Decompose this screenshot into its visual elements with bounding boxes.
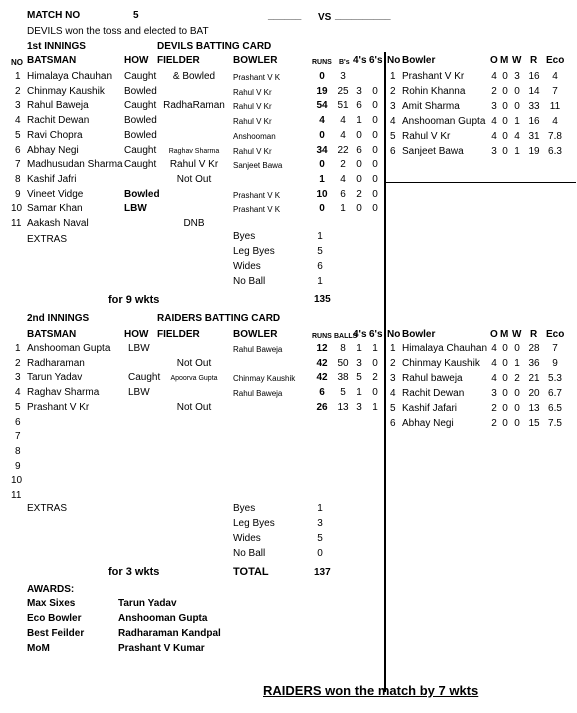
extras-label: No Ball	[233, 548, 266, 559]
sixes: 1	[372, 401, 378, 413]
col-fielder: FIELDER	[157, 55, 200, 66]
sixes: 0	[372, 203, 378, 215]
bcol-m: M	[500, 55, 509, 66]
extras-label: Wides	[233, 533, 261, 544]
maidens: 0	[502, 71, 508, 82]
sixes: 0	[372, 159, 378, 171]
economy: 7	[552, 86, 558, 97]
bowler-name: Sanjeet Bawa	[402, 146, 464, 157]
bowl-no: 6	[390, 418, 396, 429]
inn1-wkts: for 9 wkts	[108, 294, 160, 306]
bowler: Rahul V Kr	[233, 146, 272, 156]
balls: 3	[340, 71, 346, 82]
fours: 1	[356, 343, 362, 354]
batsman-name: Samar Khan	[27, 203, 83, 215]
fielder: Apoorva Gupta	[170, 375, 218, 383]
runs: 26	[316, 401, 328, 413]
economy: 9	[552, 358, 558, 369]
inn2-extras-label: EXTRAS	[27, 503, 68, 514]
batsman-name: Ravi Chopra	[27, 129, 83, 141]
overs: 2	[491, 86, 497, 97]
batsman-name: Kashif Jafri	[27, 173, 77, 185]
fours: 0	[356, 159, 362, 171]
inn2-title: 2nd INNINGS	[27, 313, 90, 324]
fours: 0	[356, 129, 362, 141]
sixes: 0	[372, 188, 378, 200]
runs: 10	[316, 188, 328, 200]
batsman-name: Tarun Yadav	[27, 372, 83, 384]
bowler-name: Rahul V Kr	[402, 131, 451, 142]
bowler-name: Chinmay Kaushik	[402, 358, 480, 369]
economy: 6.7	[548, 388, 562, 399]
extras-value: 6	[317, 261, 323, 272]
inn1-total: 135	[314, 294, 331, 305]
wickets: 1	[514, 146, 520, 157]
maidens: 0	[502, 358, 508, 369]
bowl-no: 5	[390, 131, 396, 142]
how-out: LBW	[128, 387, 150, 399]
bowl-no: 4	[390, 388, 396, 399]
wickets: 0	[514, 403, 520, 414]
overs: 4	[491, 131, 497, 142]
bowler: Rahul Baweja	[233, 345, 283, 354]
runs-conceded: 21	[528, 373, 540, 384]
b2col-no: No	[387, 329, 401, 340]
inn1-card-title: DEVILS BATTING CARD	[157, 41, 272, 52]
runs: 42	[316, 357, 328, 369]
balls: 51	[337, 100, 349, 112]
sixes: 0	[372, 387, 378, 399]
extras-value: 0	[317, 548, 323, 559]
bowling-divider	[386, 182, 576, 183]
maidens: 0	[502, 388, 508, 399]
extras-label: Leg Byes	[233, 518, 275, 529]
b2col-eco: Eco	[546, 329, 565, 340]
batsman-name: Chinmay Kaushik	[27, 85, 105, 97]
overs: 4	[491, 71, 497, 82]
balls: 4	[340, 129, 346, 141]
sixes: 0	[372, 100, 378, 112]
balls: 6	[340, 188, 346, 200]
sixes: 2	[372, 372, 378, 384]
row-no: 8	[15, 173, 21, 185]
award-value: Tarun Yadav	[118, 598, 177, 609]
maidens: 0	[502, 116, 508, 127]
how-out: Caught	[128, 372, 161, 384]
wickets: 2	[514, 373, 520, 384]
how-out: Bowled	[124, 115, 157, 127]
team-blank-left: ______	[268, 10, 302, 21]
extras-value: 3	[317, 518, 323, 529]
wickets: 1	[514, 358, 520, 369]
how-out: LBW	[128, 343, 150, 354]
fours: 0	[356, 203, 362, 215]
col2-fours: 4's	[353, 329, 367, 340]
runs-conceded: 36	[528, 358, 540, 369]
wickets: 0	[514, 86, 520, 97]
row-no: 2	[15, 85, 21, 97]
runs: 1	[319, 173, 325, 185]
bowler: Chinmay Kaushik	[233, 374, 296, 384]
bowler-name: Abhay Negi	[402, 418, 454, 429]
match-no-label: MATCH NO	[27, 10, 81, 21]
row-no: 2	[15, 357, 21, 369]
extras-label: Byes	[233, 231, 256, 242]
b2col-o: O	[490, 329, 498, 340]
team-blank-right: __________	[335, 10, 391, 21]
overs: 2	[491, 403, 497, 414]
economy: 4	[552, 71, 558, 82]
sixes: 0	[372, 85, 378, 97]
match-result: RAIDERS won the match by 7 wkts	[263, 683, 479, 698]
wickets: 3	[514, 71, 520, 82]
bowler: Rahul Baweja	[233, 389, 283, 399]
how-out: Bowled	[124, 85, 157, 97]
sixes: 0	[372, 115, 378, 127]
overs: 4	[491, 116, 497, 127]
fielder: RadhaRaman	[163, 100, 225, 112]
wickets: 0	[514, 388, 520, 399]
award-value: Radharaman Kandpal	[118, 628, 221, 639]
runs: 19	[316, 85, 328, 97]
economy: 6.3	[548, 146, 562, 157]
toss-text: DEVILS won the toss and elected to BAT	[27, 26, 209, 37]
row-no: 10	[11, 203, 23, 215]
extras-label: Wides	[233, 261, 261, 272]
maidens: 0	[502, 131, 508, 142]
balls: 5	[340, 387, 346, 399]
runs: 34	[316, 144, 328, 156]
how-out: Bowled	[124, 188, 160, 200]
inn2-card-title: RAIDERS BATTING CARD	[157, 313, 281, 324]
balls: 38	[337, 372, 349, 384]
economy: 7	[552, 343, 558, 354]
bowl-no: 3	[390, 101, 396, 112]
overs: 3	[491, 101, 497, 112]
runs-conceded: 16	[528, 116, 540, 127]
batsman-name: Anshooman Gupta	[27, 343, 111, 354]
fours: 6	[356, 100, 362, 112]
overs: 4	[491, 373, 497, 384]
row-no: 1	[15, 343, 21, 354]
row-no: 9	[15, 460, 21, 472]
maidens: 0	[502, 146, 508, 157]
bowl-no: 2	[390, 358, 396, 369]
bowler-name: Prashant V Kr	[402, 71, 465, 82]
extras-label: Leg Byes	[233, 246, 275, 257]
bowler: Sanjeet Bawa	[233, 161, 283, 171]
bowler: Prashant V K	[233, 73, 281, 82]
bowl-no: 6	[390, 146, 396, 157]
economy: 7.5	[548, 418, 562, 429]
batsman-name: Abhay Negi	[27, 144, 79, 156]
bowler: Rahul V Kr	[233, 87, 272, 97]
col-runs: RUNS	[312, 59, 332, 66]
fours: 2	[356, 188, 362, 200]
balls: 4	[340, 173, 346, 185]
bowler-name: Amit Sharma	[402, 101, 460, 112]
award-label: Eco Bowler	[27, 613, 82, 624]
economy: 5.3	[548, 373, 562, 384]
bowl-no: 3	[390, 373, 396, 384]
col2-batsman: BATSMAN	[27, 329, 77, 340]
fielder: Raghav Sharma	[168, 147, 220, 155]
fielder: Not Out	[176, 357, 212, 369]
runs-conceded: 31	[528, 131, 540, 142]
runs-conceded: 19	[528, 146, 540, 157]
row-no: 6	[15, 144, 21, 156]
how-out: Caught	[124, 100, 157, 112]
extras-value: 1	[317, 276, 323, 287]
balls: 25	[337, 85, 349, 97]
batsman-name: Himalaya Chauhan	[27, 71, 113, 82]
row-no: 7	[15, 431, 21, 443]
extras-label: Byes	[233, 503, 256, 514]
wickets: 0	[514, 101, 520, 112]
row-no: 11	[11, 490, 22, 501]
runs: 42	[316, 372, 328, 384]
row-no: 4	[15, 115, 21, 127]
col-balls: B's	[339, 59, 350, 66]
extras-value: 1	[317, 503, 323, 514]
batsman-name: Raghav Sharma	[27, 387, 100, 399]
bowler-name: Rahul baweja	[402, 373, 463, 384]
extras-label: No Ball	[233, 276, 266, 287]
awards-title: AWARDS:	[27, 584, 75, 595]
row-no: 3	[15, 100, 21, 112]
bowler: Prashant V K	[233, 205, 281, 215]
runs: 4	[319, 115, 325, 127]
runs-conceded: 28	[528, 343, 540, 354]
row-no: 9	[15, 188, 21, 200]
wickets: 0	[514, 343, 520, 354]
runs: 6	[319, 387, 325, 399]
fours: 3	[356, 357, 362, 369]
runs-conceded: 14	[528, 86, 540, 97]
economy: 7.8	[548, 131, 562, 142]
col-how: HOW	[124, 55, 149, 66]
maidens: 0	[502, 403, 508, 414]
inn1-extras-label: EXTRAS	[27, 234, 68, 245]
b2col-m: M	[500, 329, 509, 340]
bowler: Anshooman	[233, 131, 276, 141]
balls: 8	[340, 343, 346, 354]
bowl-no: 4	[390, 116, 396, 127]
bowler: Prashant V K	[233, 190, 281, 200]
bcol-o: O	[490, 55, 498, 66]
row-no: 1	[15, 71, 21, 82]
runs-conceded: 13	[528, 403, 540, 414]
inn2-total: 137	[314, 567, 331, 578]
fielder: & Bowled	[172, 71, 216, 82]
award-value: Anshooman Gupta	[118, 613, 208, 624]
row-no: 6	[15, 416, 21, 428]
bcol-eco: Eco	[546, 55, 565, 66]
how-out: LBW	[124, 203, 147, 215]
col-fours: 4's	[353, 55, 367, 66]
sixes: 0	[372, 144, 378, 156]
balls: 13	[337, 401, 349, 413]
inn1-title: 1st INNINGS	[27, 41, 86, 52]
how-out: Bowled	[124, 129, 157, 141]
bcol-r: R	[530, 55, 538, 66]
bcol-w: W	[512, 55, 522, 66]
batsman-name: Vineet Vidge	[27, 188, 84, 200]
b2col-bowler: Bowler	[402, 329, 436, 340]
maidens: 0	[502, 418, 508, 429]
runs-conceded: 15	[528, 418, 540, 429]
runs: 0	[319, 71, 325, 82]
column-divider	[384, 52, 386, 692]
batsman-name: Radharaman	[27, 357, 85, 369]
economy: 6.5	[548, 403, 562, 414]
maidens: 0	[502, 373, 508, 384]
fielder: Not Out	[176, 401, 212, 413]
col-bowler: BOWLER	[233, 55, 278, 66]
extras-value: 5	[317, 246, 323, 257]
row-no: 7	[15, 159, 21, 171]
overs: 3	[491, 388, 497, 399]
runs: 0	[319, 159, 325, 171]
sixes: 0	[372, 357, 378, 369]
bowler-name: Himalaya Chauhan	[402, 343, 488, 354]
fours: 6	[356, 144, 362, 156]
balls: 50	[337, 357, 349, 369]
bowler-name: Rachit Dewan	[402, 388, 465, 399]
inn2-total-label: TOTAL	[233, 566, 269, 578]
award-label: Max Sixes	[27, 598, 76, 609]
sixes: 0	[372, 173, 378, 185]
balls: 2	[340, 159, 346, 171]
fours: 0	[356, 173, 362, 185]
overs: 2	[491, 418, 497, 429]
col2-fielder: FIELDER	[157, 329, 200, 340]
bcol-bowler: Bowler	[402, 55, 436, 66]
bowl-no: 1	[390, 343, 396, 354]
row-no: 5	[15, 401, 21, 413]
col-no: NO	[11, 58, 23, 67]
runs-conceded: 33	[528, 101, 540, 112]
b2col-w: W	[512, 329, 522, 340]
bowl-no: 2	[390, 86, 396, 97]
economy: 4	[552, 116, 558, 127]
col2-sixes: 6's	[369, 329, 383, 340]
match-no-value: 5	[133, 10, 139, 21]
runs: 12	[316, 343, 328, 354]
batsman-name: Prashant V Kr	[27, 401, 90, 413]
row-no: 11	[11, 218, 22, 229]
vs-label: VS	[318, 12, 332, 23]
col-sixes: 6's	[369, 55, 383, 66]
runs: 0	[319, 203, 325, 215]
wickets: 1	[514, 116, 520, 127]
row-no: 8	[15, 445, 21, 457]
bowler-name: Anshooman Gupta	[402, 116, 486, 127]
how-out: Caught	[124, 144, 157, 156]
runs: 54	[316, 100, 328, 112]
economy: 11	[549, 101, 561, 112]
batsman-name: Rachit Dewan	[27, 115, 90, 127]
bowler: Rahul V Kr	[233, 117, 272, 127]
runs-conceded: 16	[528, 71, 540, 82]
sixes: 1	[372, 343, 378, 354]
balls: 1	[340, 203, 346, 215]
award-value: Prashant V Kumar	[118, 643, 205, 654]
row-no: 5	[15, 129, 21, 141]
fielder: DNB	[183, 218, 205, 229]
wickets: 0	[514, 418, 520, 429]
col2-bowler: BOWLER	[233, 329, 278, 340]
batsman-name: Aakash Naval	[27, 218, 89, 229]
bcol-no: No	[387, 55, 401, 66]
row-no: 10	[11, 475, 23, 487]
fielder: Not Out	[176, 173, 212, 185]
extras-value: 5	[317, 533, 323, 544]
bowler-name: Rohin Khanna	[402, 86, 466, 97]
col-batsman: BATSMAN	[27, 55, 77, 66]
maidens: 0	[502, 343, 508, 354]
sixes: 0	[372, 129, 378, 141]
col2-runs: RUNS	[312, 333, 332, 340]
fours: 1	[356, 115, 362, 127]
row-no: 4	[15, 387, 21, 399]
maidens: 0	[502, 101, 508, 112]
fielder: Rahul V Kr	[169, 159, 219, 171]
fours: 5	[356, 372, 362, 384]
overs: 3	[491, 146, 497, 157]
overs: 4	[491, 343, 497, 354]
fours: 3	[356, 401, 362, 413]
bowler: Rahul V Kr	[233, 102, 272, 112]
balls: 4	[340, 115, 346, 127]
runs-conceded: 20	[528, 388, 540, 399]
award-label: Best Feilder	[27, 628, 85, 639]
overs: 4	[491, 358, 497, 369]
fours: 3	[356, 85, 362, 97]
maidens: 0	[502, 86, 508, 97]
bowler-name: Kashif Jafari	[402, 403, 458, 414]
col2-balls: BALLS	[334, 333, 358, 340]
how-out: Caught	[124, 159, 157, 171]
batsman-name: Madhusudan Sharma	[27, 159, 123, 171]
b2col-r: R	[530, 329, 538, 340]
runs: 0	[319, 129, 325, 141]
batsman-name: Rahul Baweja	[27, 100, 89, 112]
wickets: 4	[514, 131, 520, 142]
fours: 1	[356, 387, 362, 399]
row-no: 3	[15, 372, 21, 384]
bowl-no: 1	[390, 71, 396, 82]
bowl-no: 5	[390, 403, 396, 414]
award-label: MoM	[27, 643, 50, 654]
balls: 22	[337, 144, 349, 156]
how-out: Caught	[124, 71, 157, 82]
col2-how: HOW	[124, 329, 149, 340]
inn2-wkts: for 3 wkts	[108, 566, 160, 578]
extras-value: 1	[317, 231, 323, 242]
